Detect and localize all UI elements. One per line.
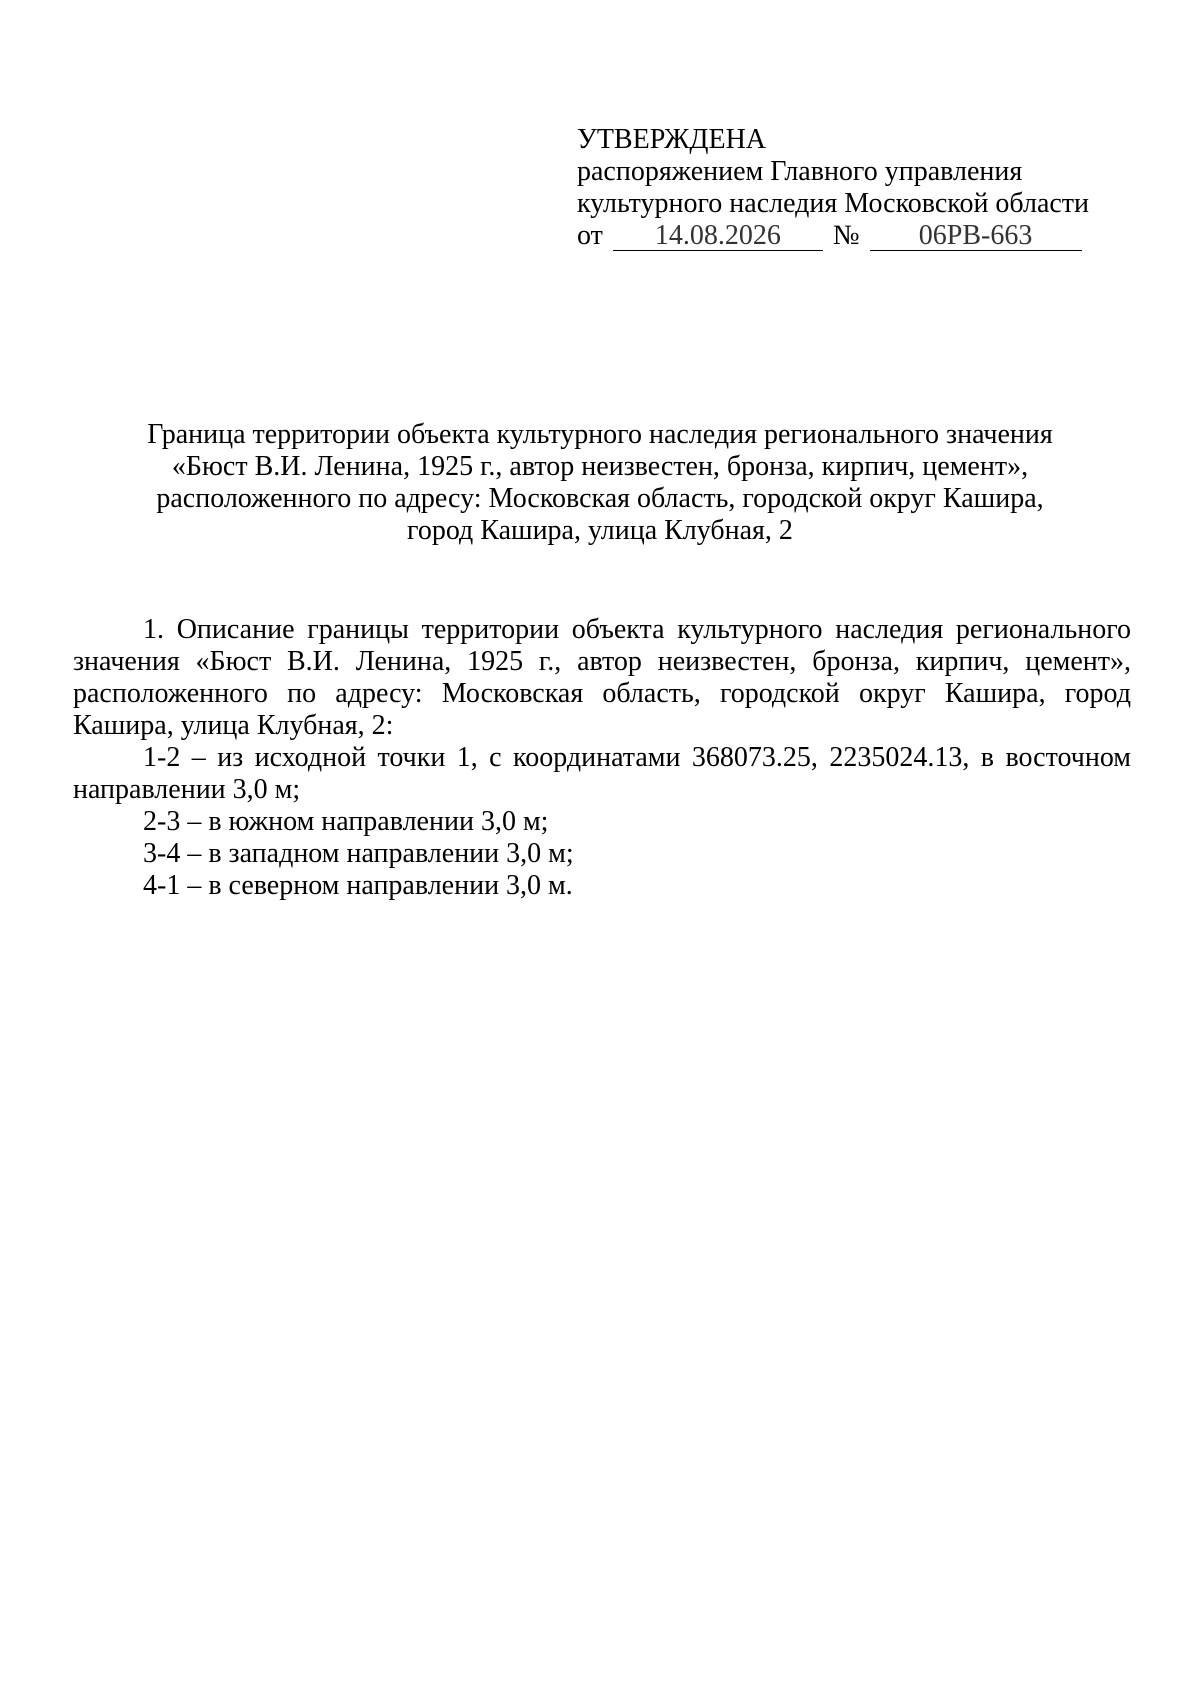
title-line-4: город Кашира, улица Клубная, 2 xyxy=(407,515,793,546)
date-prefix: от xyxy=(577,220,603,251)
boundary-segment-4-1: 4-1 – в северном направлении 3,0 м. xyxy=(143,870,573,901)
title-line-1: Граница территории объекта культурного наследия регионального значения xyxy=(147,419,1053,450)
boundary-segment-2-3: 2-3 – в южном направлении 3,0 м; xyxy=(143,806,549,837)
approval-number-field: 06РВ-663 xyxy=(870,222,1082,251)
document-title xyxy=(70,419,1130,547)
approval-date-number-line xyxy=(577,220,1137,252)
title-line-3: расположенного по адресу: Московская область, городской округ Кашира, xyxy=(156,483,1044,514)
document-body xyxy=(73,614,1131,902)
approval-heading: УТВЕРЖДЕНА xyxy=(577,124,767,155)
boundary-segment-1-2: 1-2 – из исходной точки 1, с координатами 368073.25, 2235024.13, в восточном направлении 3,0 м; xyxy=(73,742,1131,805)
approval-issuer-line-2: культурного наследия Московской области xyxy=(577,188,1090,219)
approval-stamp xyxy=(577,124,1137,252)
boundary-segment-3-4: 3-4 – в западном направлении 3,0 м; xyxy=(143,838,574,869)
title-line-2: «Бюст В.И. Ленина, 1925 г., автор неизвестен, бронза, кирпич, цемент», xyxy=(171,451,1029,482)
approval-date-field: 14.08.2026 xyxy=(613,222,823,251)
number-sign: № xyxy=(832,220,860,251)
section-1-paragraph: 1. Описание границы территории объекта культурного наследия регионального значения «Бюст В.И. Ленина, 1925 г., автор неизвестен, бронза, кирпич, цемент», расположенного по адресу: Московская область, городской округ Кашира, город Кашира, улица Клубная, 2: xyxy=(73,614,1131,741)
approval-issuer-line-1: распоряжением Главного управления xyxy=(577,156,1023,187)
